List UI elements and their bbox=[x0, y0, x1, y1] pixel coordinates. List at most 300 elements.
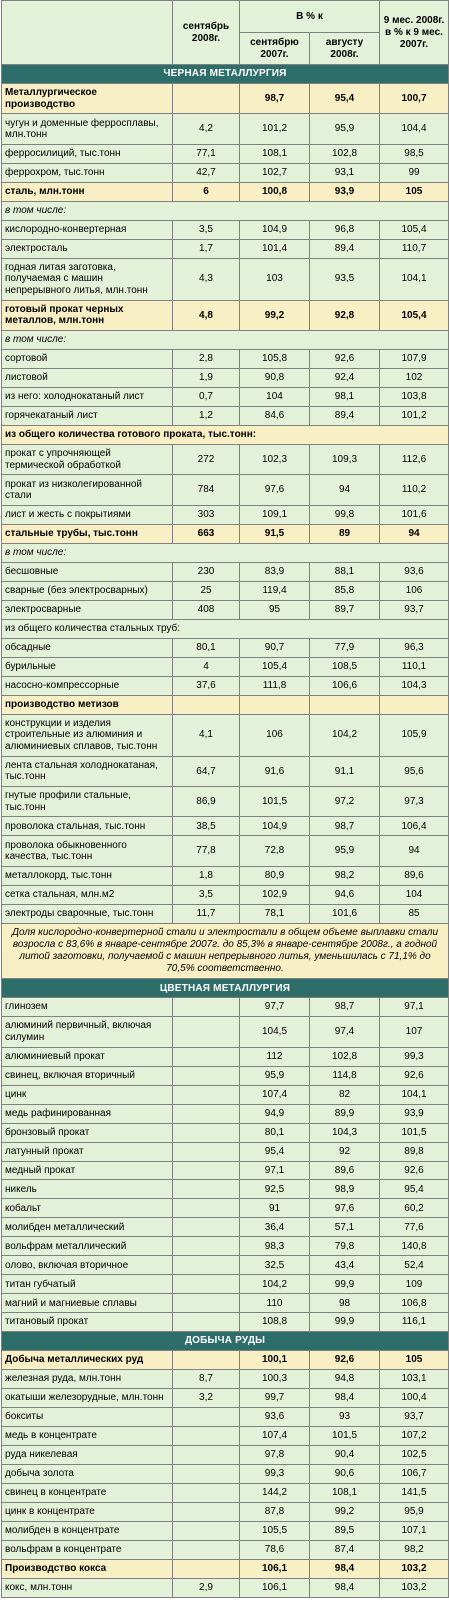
row-label: конструкции и изделия строительные из алюминия и алюминиевых сплавов, тыс.тонн bbox=[2, 714, 173, 756]
value-september-2008 bbox=[173, 1047, 240, 1066]
value-september-2008 bbox=[173, 1351, 240, 1370]
value-vs-september-2007: 106 bbox=[240, 714, 310, 756]
table-row bbox=[2, 1256, 449, 1275]
table-row bbox=[2, 1066, 449, 1085]
value-september-2008: 11,7 bbox=[173, 904, 240, 923]
value-9-months: 103,8 bbox=[380, 388, 449, 407]
row-label: электросварные bbox=[2, 600, 173, 619]
value-vs-september-2007: 111,8 bbox=[240, 676, 310, 695]
row-label: молибден в концентрате bbox=[2, 1521, 173, 1540]
value-vs-august-2008: 97,6 bbox=[310, 1199, 380, 1218]
header-august-2008: августу 2008г. bbox=[310, 33, 380, 65]
table-row bbox=[2, 1540, 449, 1559]
row-label: добыча золота bbox=[2, 1465, 173, 1484]
value-vs-september-2007: 95,4 bbox=[240, 1142, 310, 1161]
value-vs-september-2007: 97,8 bbox=[240, 1446, 310, 1465]
value-9-months: 101,2 bbox=[380, 407, 449, 426]
value-vs-august-2008: 79,8 bbox=[310, 1237, 380, 1256]
row-label: бокситы bbox=[2, 1408, 173, 1427]
value-vs-september-2007: 87,8 bbox=[240, 1502, 310, 1521]
value-vs-september-2007: 97,7 bbox=[240, 998, 310, 1017]
value-vs-september-2007: 106,1 bbox=[240, 1578, 310, 1597]
value-september-2008: 663 bbox=[173, 524, 240, 543]
value-vs-august-2008: 114,8 bbox=[310, 1066, 380, 1085]
value-9-months: 106,4 bbox=[380, 817, 449, 836]
row-label: свинец, включая вторичный bbox=[2, 1066, 173, 1085]
value-9-months: 95,4 bbox=[380, 1180, 449, 1199]
header-percent-group: В % к bbox=[240, 1, 380, 33]
value-vs-august-2008: 92 bbox=[310, 1142, 380, 1161]
value-9-months: 98,2 bbox=[380, 1540, 449, 1559]
table-row bbox=[2, 657, 449, 676]
value-vs-september-2007: 36,4 bbox=[240, 1218, 310, 1237]
table-row bbox=[2, 388, 449, 407]
value-vs-september-2007: 105,8 bbox=[240, 350, 310, 369]
value-9-months: 89,6 bbox=[380, 866, 449, 885]
header-september-2008: сентябрь 2008г. bbox=[173, 1, 240, 65]
row-label: глинозем bbox=[2, 998, 173, 1017]
table-row bbox=[2, 1275, 449, 1294]
value-vs-august-2008: 97,4 bbox=[310, 1017, 380, 1047]
table-row bbox=[2, 1161, 449, 1180]
table-row bbox=[2, 83, 449, 113]
value-9-months: 102 bbox=[380, 369, 449, 388]
value-vs-september-2007: 97,6 bbox=[240, 475, 310, 505]
value-vs-september-2007: 144,2 bbox=[240, 1483, 310, 1502]
row-label: медь в концентрате bbox=[2, 1427, 173, 1446]
row-label: железная руда, млн.тонн bbox=[2, 1370, 173, 1389]
value-vs-september-2007: 105,4 bbox=[240, 657, 310, 676]
table-row bbox=[2, 1085, 449, 1104]
value-vs-august-2008: 98,9 bbox=[310, 1180, 380, 1199]
value-september-2008: 4,2 bbox=[173, 114, 240, 144]
value-9-months: 100,4 bbox=[380, 1389, 449, 1408]
table-row bbox=[2, 638, 449, 657]
value-september-2008 bbox=[173, 1521, 240, 1540]
value-september-2008: 303 bbox=[173, 505, 240, 524]
value-vs-august-2008: 93,9 bbox=[310, 182, 380, 201]
table-row bbox=[2, 1427, 449, 1446]
table-row bbox=[2, 505, 449, 524]
value-september-2008 bbox=[173, 1161, 240, 1180]
value-9-months: 104,1 bbox=[380, 258, 449, 300]
table-row bbox=[2, 444, 449, 474]
value-september-2008 bbox=[173, 1313, 240, 1332]
value-9-months: 100,7 bbox=[380, 83, 449, 113]
table-row bbox=[2, 220, 449, 239]
value-vs-september-2007: 100,8 bbox=[240, 182, 310, 201]
row-label: сварные (без электросварных) bbox=[2, 581, 173, 600]
value-vs-august-2008: 89,4 bbox=[310, 239, 380, 258]
value-9-months: 105 bbox=[380, 182, 449, 201]
table-header bbox=[2, 1, 449, 65]
value-vs-august-2008: 98,4 bbox=[310, 1578, 380, 1597]
row-label: металлокорд, тыс.тонн bbox=[2, 866, 173, 885]
value-september-2008 bbox=[173, 1142, 240, 1161]
table-row bbox=[2, 1199, 449, 1218]
value-vs-september-2007: 99,7 bbox=[240, 1389, 310, 1408]
value-9-months: 107 bbox=[380, 1017, 449, 1047]
table-row bbox=[2, 1142, 449, 1161]
value-9-months: 94 bbox=[380, 524, 449, 543]
value-vs-september-2007: 99,2 bbox=[240, 300, 310, 330]
row-label: из него: холоднокатаный лист bbox=[2, 388, 173, 407]
table-row bbox=[2, 695, 449, 714]
value-september-2008 bbox=[173, 1502, 240, 1521]
row-label: алюминиевый прокат bbox=[2, 1047, 173, 1066]
value-9-months: 104,4 bbox=[380, 114, 449, 144]
value-9-months: 140,8 bbox=[380, 1237, 449, 1256]
row-label: кобальт bbox=[2, 1199, 173, 1218]
row-label: феррохром, тыс.тонн bbox=[2, 163, 173, 182]
value-vs-august-2008: 89,7 bbox=[310, 600, 380, 619]
value-9-months: 109 bbox=[380, 1275, 449, 1294]
header-corner-cell bbox=[2, 1, 173, 65]
row-label: готовый прокат черных металлов, млн.тонн bbox=[2, 300, 173, 330]
value-vs-september-2007: 119,4 bbox=[240, 581, 310, 600]
value-september-2008: 2,8 bbox=[173, 350, 240, 369]
value-september-2008 bbox=[173, 1017, 240, 1047]
value-9-months: 99 bbox=[380, 163, 449, 182]
value-9-months: 107,9 bbox=[380, 350, 449, 369]
value-september-2008 bbox=[173, 1256, 240, 1275]
value-9-months: 85 bbox=[380, 904, 449, 923]
table-row bbox=[2, 144, 449, 163]
value-vs-august-2008: 92,4 bbox=[310, 369, 380, 388]
table-row bbox=[2, 1351, 449, 1370]
row-label: Металлургическое производство bbox=[2, 83, 173, 113]
value-9-months: 97,1 bbox=[380, 998, 449, 1017]
value-september-2008: 77,1 bbox=[173, 144, 240, 163]
value-9-months: 92,6 bbox=[380, 1161, 449, 1180]
value-september-2008 bbox=[173, 998, 240, 1017]
value-vs-september-2007: 101,2 bbox=[240, 114, 310, 144]
value-vs-september-2007: 84,6 bbox=[240, 407, 310, 426]
table-body bbox=[2, 65, 449, 1598]
value-september-2008: 272 bbox=[173, 444, 240, 474]
row-label: бесшовные bbox=[2, 562, 173, 581]
value-september-2008: 4,3 bbox=[173, 258, 240, 300]
value-9-months: 93,9 bbox=[380, 1104, 449, 1123]
value-vs-august-2008: 87,4 bbox=[310, 1540, 380, 1559]
table-row bbox=[2, 581, 449, 600]
value-september-2008: 1,9 bbox=[173, 369, 240, 388]
value-september-2008 bbox=[173, 1085, 240, 1104]
row-label: обсадные bbox=[2, 638, 173, 657]
value-vs-september-2007: 100,3 bbox=[240, 1370, 310, 1389]
value-9-months: 93,7 bbox=[380, 600, 449, 619]
row-label: горячекатаный лист bbox=[2, 407, 173, 426]
value-vs-september-2007: 110 bbox=[240, 1294, 310, 1313]
value-vs-august-2008: 95,4 bbox=[310, 83, 380, 113]
table-row bbox=[2, 1408, 449, 1427]
value-september-2008 bbox=[173, 1199, 240, 1218]
value-9-months: 104 bbox=[380, 885, 449, 904]
row-label: прокат из низколегированной стали bbox=[2, 475, 173, 505]
value-september-2008: 2,9 bbox=[173, 1578, 240, 1597]
value-vs-august-2008: 98,1 bbox=[310, 388, 380, 407]
value-vs-september-2007: 102,9 bbox=[240, 885, 310, 904]
value-september-2008: 37,6 bbox=[173, 676, 240, 695]
subheading-label: из общего количества готового проката, тыс.тонн: bbox=[2, 426, 449, 445]
row-label: свинец в концентрате bbox=[2, 1483, 173, 1502]
value-vs-august-2008: 99,8 bbox=[310, 505, 380, 524]
table-row bbox=[2, 1521, 449, 1540]
value-vs-august-2008: 99,9 bbox=[310, 1313, 380, 1332]
value-vs-august-2008: 108,1 bbox=[310, 1483, 380, 1502]
table-row bbox=[2, 1465, 449, 1484]
row-label: электросталь bbox=[2, 239, 173, 258]
value-september-2008: 64,7 bbox=[173, 756, 240, 786]
value-vs-september-2007: 107,4 bbox=[240, 1085, 310, 1104]
table-row bbox=[2, 1237, 449, 1256]
value-vs-september-2007: 106,1 bbox=[240, 1559, 310, 1578]
value-vs-september-2007: 112 bbox=[240, 1047, 310, 1066]
subheading-row bbox=[2, 426, 449, 445]
table-row bbox=[2, 562, 449, 581]
value-vs-september-2007: 93,6 bbox=[240, 1408, 310, 1427]
value-vs-september-2007: 103 bbox=[240, 258, 310, 300]
table-row bbox=[2, 998, 449, 1017]
table-row bbox=[2, 817, 449, 836]
value-vs-august-2008: 109,3 bbox=[310, 444, 380, 474]
table-row bbox=[2, 1559, 449, 1578]
table-row bbox=[2, 1180, 449, 1199]
table-row bbox=[2, 1218, 449, 1237]
value-vs-august-2008: 99,9 bbox=[310, 1275, 380, 1294]
value-9-months: 104,1 bbox=[380, 1085, 449, 1104]
value-vs-august-2008: 98,4 bbox=[310, 1559, 380, 1578]
value-9-months: 93,7 bbox=[380, 1408, 449, 1427]
value-september-2008: 3,5 bbox=[173, 220, 240, 239]
value-vs-august-2008: 94,6 bbox=[310, 885, 380, 904]
row-label: сортовой bbox=[2, 350, 173, 369]
row-label: кокс, млн.тонн bbox=[2, 1578, 173, 1597]
value-vs-august-2008: 102,8 bbox=[310, 144, 380, 163]
subheading-label: в том числе: bbox=[2, 331, 449, 350]
value-vs-september-2007: 101,5 bbox=[240, 787, 310, 817]
subheading-label: в том числе: bbox=[2, 543, 449, 562]
value-9-months: 89,8 bbox=[380, 1142, 449, 1161]
value-september-2008 bbox=[173, 695, 240, 714]
value-september-2008: 408 bbox=[173, 600, 240, 619]
table-row bbox=[2, 1370, 449, 1389]
value-vs-august-2008: 108,5 bbox=[310, 657, 380, 676]
value-vs-august-2008: 89,5 bbox=[310, 1521, 380, 1540]
row-label: бронзовый прокат bbox=[2, 1123, 173, 1142]
value-vs-september-2007: 78,6 bbox=[240, 1540, 310, 1559]
subheading-row bbox=[2, 543, 449, 562]
row-label: листовой bbox=[2, 369, 173, 388]
note-text: Доля кислородно-конвертерной стали и электростали в общем объеме выплавки стали возросла с 83,6% в январе-сентябре 2007г. до 85,3% в январе-сентябре 2008г., а годной литой заготовки, получаемой с машин непрерывного литья, уменьшилась с 71,1% до 70,5% соответственно. bbox=[2, 923, 449, 978]
value-9-months: 110,2 bbox=[380, 475, 449, 505]
value-september-2008 bbox=[173, 1294, 240, 1313]
value-9-months: 105,9 bbox=[380, 714, 449, 756]
value-vs-august-2008: 93,5 bbox=[310, 258, 380, 300]
row-label: руда никелевая bbox=[2, 1446, 173, 1465]
row-label: кислородно-конвертерная bbox=[2, 220, 173, 239]
value-9-months: 107,2 bbox=[380, 1427, 449, 1446]
row-label: производство метизов bbox=[2, 695, 173, 714]
header-september-2007: сентябрю 2007г. bbox=[240, 33, 310, 65]
value-9-months: 106 bbox=[380, 581, 449, 600]
subheading-row bbox=[2, 331, 449, 350]
section-title: ЧЕРНАЯ МЕТАЛЛУРГИЯ bbox=[2, 65, 449, 84]
value-9-months: 99,3 bbox=[380, 1047, 449, 1066]
value-september-2008: 6 bbox=[173, 182, 240, 201]
row-label: алюминий первичный, включая силумин bbox=[2, 1017, 173, 1047]
value-vs-september-2007: 98,7 bbox=[240, 83, 310, 113]
row-label: годная литая заготовка, получаемая с машин непрерывного литья, млн.тонн bbox=[2, 258, 173, 300]
value-vs-september-2007: 104 bbox=[240, 388, 310, 407]
value-vs-september-2007: 91,5 bbox=[240, 524, 310, 543]
value-september-2008: 86,9 bbox=[173, 787, 240, 817]
row-label: чугун и доменные ферросплавы, млн.тонн bbox=[2, 114, 173, 144]
value-vs-august-2008: 57,1 bbox=[310, 1218, 380, 1237]
value-september-2008: 784 bbox=[173, 475, 240, 505]
table-row bbox=[2, 114, 449, 144]
value-9-months: 95,6 bbox=[380, 756, 449, 786]
value-september-2008: 230 bbox=[173, 562, 240, 581]
value-vs-september-2007: 108,1 bbox=[240, 144, 310, 163]
value-vs-august-2008: 93 bbox=[310, 1408, 380, 1427]
value-vs-september-2007: 104,9 bbox=[240, 817, 310, 836]
value-vs-september-2007: 99,3 bbox=[240, 1465, 310, 1484]
value-vs-september-2007 bbox=[240, 695, 310, 714]
value-september-2008: 4 bbox=[173, 657, 240, 676]
value-september-2008 bbox=[173, 1427, 240, 1446]
row-label: медь рафинированная bbox=[2, 1104, 173, 1123]
value-vs-august-2008: 92,6 bbox=[310, 350, 380, 369]
table-row bbox=[2, 182, 449, 201]
value-september-2008: 1,8 bbox=[173, 866, 240, 885]
row-label: вольфрам металлический bbox=[2, 1237, 173, 1256]
value-vs-september-2007: 91 bbox=[240, 1199, 310, 1218]
row-label: электроды сварочные, тыс.тонн bbox=[2, 904, 173, 923]
row-label: лента стальная холоднокатаная, тыс.тонн bbox=[2, 756, 173, 786]
row-label: насосно-компрессорные bbox=[2, 676, 173, 695]
row-label: проволока обыкновенного качества, тыс.тонн bbox=[2, 836, 173, 866]
value-vs-september-2007: 92,5 bbox=[240, 1180, 310, 1199]
value-vs-september-2007: 32,5 bbox=[240, 1256, 310, 1275]
section-header-row bbox=[2, 979, 449, 998]
value-vs-august-2008: 92,8 bbox=[310, 300, 380, 330]
table-row bbox=[2, 1502, 449, 1521]
value-9-months: 110,1 bbox=[380, 657, 449, 676]
value-9-months: 60,2 bbox=[380, 1199, 449, 1218]
table-row bbox=[2, 1104, 449, 1123]
row-label: проволока стальная, тыс.тонн bbox=[2, 817, 173, 836]
row-label: Производство кокса bbox=[2, 1559, 173, 1578]
subheading-label: в том числе: bbox=[2, 201, 449, 220]
value-vs-august-2008: 101,5 bbox=[310, 1427, 380, 1446]
value-9-months: 98,5 bbox=[380, 144, 449, 163]
table-row bbox=[2, 787, 449, 817]
value-september-2008: 1,2 bbox=[173, 407, 240, 426]
value-vs-august-2008: 97,2 bbox=[310, 787, 380, 817]
table-row bbox=[2, 714, 449, 756]
table-row bbox=[2, 676, 449, 695]
value-vs-september-2007: 80,9 bbox=[240, 866, 310, 885]
row-label: титан губчатый bbox=[2, 1275, 173, 1294]
value-vs-september-2007: 104,5 bbox=[240, 1017, 310, 1047]
value-vs-september-2007: 90,7 bbox=[240, 638, 310, 657]
table-row bbox=[2, 1389, 449, 1408]
value-vs-september-2007: 105,5 bbox=[240, 1521, 310, 1540]
value-9-months: 106,7 bbox=[380, 1465, 449, 1484]
value-september-2008 bbox=[173, 83, 240, 113]
value-vs-august-2008: 85,8 bbox=[310, 581, 380, 600]
row-label: сетка стальная, млн.м2 bbox=[2, 885, 173, 904]
table-row bbox=[2, 885, 449, 904]
subheading-label: из общего количества стальных труб: bbox=[2, 619, 449, 638]
value-vs-august-2008: 95,9 bbox=[310, 114, 380, 144]
value-vs-august-2008: 94 bbox=[310, 475, 380, 505]
value-9-months: 106,8 bbox=[380, 1294, 449, 1313]
note-row bbox=[2, 923, 449, 978]
table-row bbox=[2, 600, 449, 619]
value-september-2008: 8,7 bbox=[173, 1370, 240, 1389]
value-vs-august-2008: 89,4 bbox=[310, 407, 380, 426]
value-9-months: 105 bbox=[380, 1351, 449, 1370]
value-9-months: 141,5 bbox=[380, 1483, 449, 1502]
value-vs-september-2007: 101,4 bbox=[240, 239, 310, 258]
value-september-2008 bbox=[173, 1218, 240, 1237]
table-row bbox=[2, 300, 449, 330]
value-september-2008 bbox=[173, 1237, 240, 1256]
row-label: бурильные bbox=[2, 657, 173, 676]
value-september-2008 bbox=[173, 1465, 240, 1484]
value-september-2008 bbox=[173, 1123, 240, 1142]
value-9-months: 95,9 bbox=[380, 1502, 449, 1521]
value-vs-september-2007: 109,1 bbox=[240, 505, 310, 524]
value-vs-september-2007: 100,1 bbox=[240, 1351, 310, 1370]
value-vs-august-2008 bbox=[310, 695, 380, 714]
value-9-months: 103,2 bbox=[380, 1559, 449, 1578]
value-vs-august-2008: 90,6 bbox=[310, 1465, 380, 1484]
row-label: сталь, млн.тонн bbox=[2, 182, 173, 201]
table-row bbox=[2, 407, 449, 426]
table-row bbox=[2, 1483, 449, 1502]
value-september-2008 bbox=[173, 1180, 240, 1199]
value-september-2008 bbox=[173, 1540, 240, 1559]
value-9-months: 103,1 bbox=[380, 1370, 449, 1389]
value-september-2008: 3,2 bbox=[173, 1389, 240, 1408]
value-vs-september-2007: 97,1 bbox=[240, 1161, 310, 1180]
value-vs-august-2008: 90,4 bbox=[310, 1446, 380, 1465]
row-label: гнутые профили стальные, тыс.тонн bbox=[2, 787, 173, 817]
section-header-row bbox=[2, 1332, 449, 1351]
value-vs-september-2007: 80,1 bbox=[240, 1123, 310, 1142]
value-september-2008: 0,7 bbox=[173, 388, 240, 407]
value-vs-september-2007: 95 bbox=[240, 600, 310, 619]
value-9-months: 97,3 bbox=[380, 787, 449, 817]
value-9-months: 101,6 bbox=[380, 505, 449, 524]
value-9-months: 104,3 bbox=[380, 676, 449, 695]
value-9-months: 103,2 bbox=[380, 1578, 449, 1597]
value-september-2008: 38,5 bbox=[173, 817, 240, 836]
value-9-months bbox=[380, 695, 449, 714]
value-vs-august-2008: 96,8 bbox=[310, 220, 380, 239]
statistics-table-container bbox=[1, 0, 448, 1598]
value-september-2008: 4,1 bbox=[173, 714, 240, 756]
value-september-2008 bbox=[173, 1066, 240, 1085]
row-label: магний и магниевые сплавы bbox=[2, 1294, 173, 1313]
table-row bbox=[2, 1047, 449, 1066]
value-september-2008: 4,8 bbox=[173, 300, 240, 330]
value-vs-august-2008: 91,1 bbox=[310, 756, 380, 786]
subheading-row bbox=[2, 619, 449, 638]
